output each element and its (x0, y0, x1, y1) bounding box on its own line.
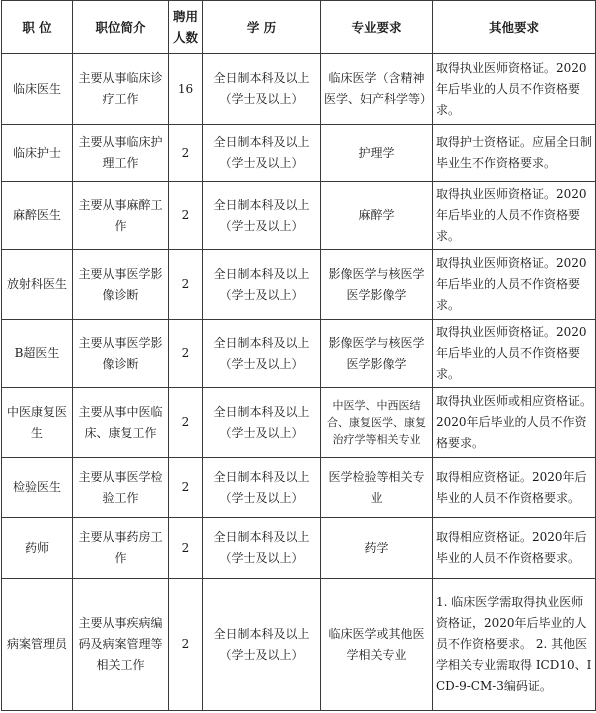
table-row (2, 54, 596, 125)
cell-count: 2 (169, 320, 203, 388)
header-other: 其他要求 (433, 1, 596, 54)
cell-major: 中医学、中西医结合、康复医学、康复治疗学等相关专业 (321, 388, 433, 458)
table-row (2, 518, 596, 579)
cell-major: 护理学 (321, 125, 433, 182)
cell-count: 2 (169, 458, 203, 518)
cell-intro: 主要从事医学检验工作 (73, 458, 169, 518)
cell-intro: 主要从事药房工作 (73, 518, 169, 579)
header-education: 学 历 (203, 1, 321, 54)
cell-position: 临床医生 (2, 54, 73, 125)
cell-position: 放射科医生 (2, 250, 73, 320)
table-row (2, 458, 596, 518)
header-major: 专业要求 (321, 1, 433, 54)
recruitment-table (1, 0, 596, 711)
cell-count: 2 (169, 250, 203, 320)
cell-intro: 主要从事临床护理工作 (73, 125, 169, 182)
cell-intro: 主要从事医学影像诊断 (73, 250, 169, 320)
table-row (2, 320, 596, 388)
cell-other: 取得执业医师资格证。2020年后毕业的人员不作资格要求。 (433, 54, 596, 125)
cell-position: 检验医生 (2, 458, 73, 518)
cell-education: 全日制本科及以上（学士及以上） (203, 54, 321, 125)
cell-position: 药师 (2, 518, 73, 579)
cell-count: 2 (169, 125, 203, 182)
cell-other: 1. 临床医学需取得执业医师资格证，2020年后毕业的人员不作资格要求。 2. 其他医学相关专业需取得 ICD10、ICD-9-CM-3编码证。 (433, 579, 596, 711)
cell-other: 取得执业医师资格证。2020年后毕业的人员不作资格要求。 (433, 250, 596, 320)
cell-education: 全日制本科及以上（学士及以上） (203, 458, 321, 518)
cell-major: 影像医学与核医学医学影像学 (321, 320, 433, 388)
cell-other: 取得执业医师资格证。2020年后毕业的人员不作资格要求。 (433, 320, 596, 388)
cell-count: 16 (169, 54, 203, 125)
cell-count: 2 (169, 518, 203, 579)
cell-position: 临床护士 (2, 125, 73, 182)
cell-major: 影像医学与核医学医学影像学 (321, 250, 433, 320)
table-row (2, 250, 596, 320)
header-row (2, 1, 596, 54)
cell-major: 药学 (321, 518, 433, 579)
cell-intro: 主要从事医学影像诊断 (73, 320, 169, 388)
cell-education: 全日制本科及以上（学士及以上） (203, 182, 321, 250)
cell-major: 麻醉学 (321, 182, 433, 250)
cell-education: 全日制本科及以上（学士及以上） (203, 518, 321, 579)
cell-intro: 主要从事疾病编码及病案管理等相关工作 (73, 579, 169, 711)
cell-major: 医学检验等相关专业 (321, 458, 433, 518)
cell-other: 取得相应资格证。2020年后毕业的人员不作资格要求。 (433, 458, 596, 518)
header-count: 聘用人数 (169, 1, 203, 54)
table-row (2, 182, 596, 250)
cell-other: 取得执业医师或相应资格证。2020年后毕业的人员不作资格要求。 (433, 388, 596, 458)
cell-other: 取得相应资格证。2020年后毕业的人员不作资格要求。 (433, 518, 596, 579)
cell-position: 中医康复医生 (2, 388, 73, 458)
cell-other: 取得护士资格证。应届全日制毕业生不作资格要求。 (433, 125, 596, 182)
cell-education: 全日制本科及以上（学士及以上） (203, 125, 321, 182)
header-position: 职 位 (2, 1, 73, 54)
cell-major: 临床医学或其他医学相关专业 (321, 579, 433, 711)
cell-count: 2 (169, 182, 203, 250)
cell-education: 全日制本科及以上（学士及以上） (203, 320, 321, 388)
table-row (2, 388, 596, 458)
cell-position: 麻醉医生 (2, 182, 73, 250)
cell-education: 全日制本科及以上（学士及以上） (203, 579, 321, 711)
table-row (2, 579, 596, 711)
cell-count: 2 (169, 579, 203, 711)
cell-count: 2 (169, 388, 203, 458)
cell-education: 全日制本科及以上（学士及以上） (203, 250, 321, 320)
cell-education: 全日制本科及以上（学士及以上） (203, 388, 321, 458)
cell-other: 取得执业医师资格证。2020年后毕业的人员不作资格要求。 (433, 182, 596, 250)
header-intro: 职位简介 (73, 1, 169, 54)
cell-intro: 主要从事麻醉工作 (73, 182, 169, 250)
cell-position: B超医生 (2, 320, 73, 388)
cell-major: 临床医学（含精神医学、妇产科学等） (321, 54, 433, 125)
table-row (2, 125, 596, 182)
cell-intro: 主要从事中医临床、康复工作 (73, 388, 169, 458)
cell-intro: 主要从事临床诊疗工作 (73, 54, 169, 125)
cell-position: 病案管理员 (2, 579, 73, 711)
